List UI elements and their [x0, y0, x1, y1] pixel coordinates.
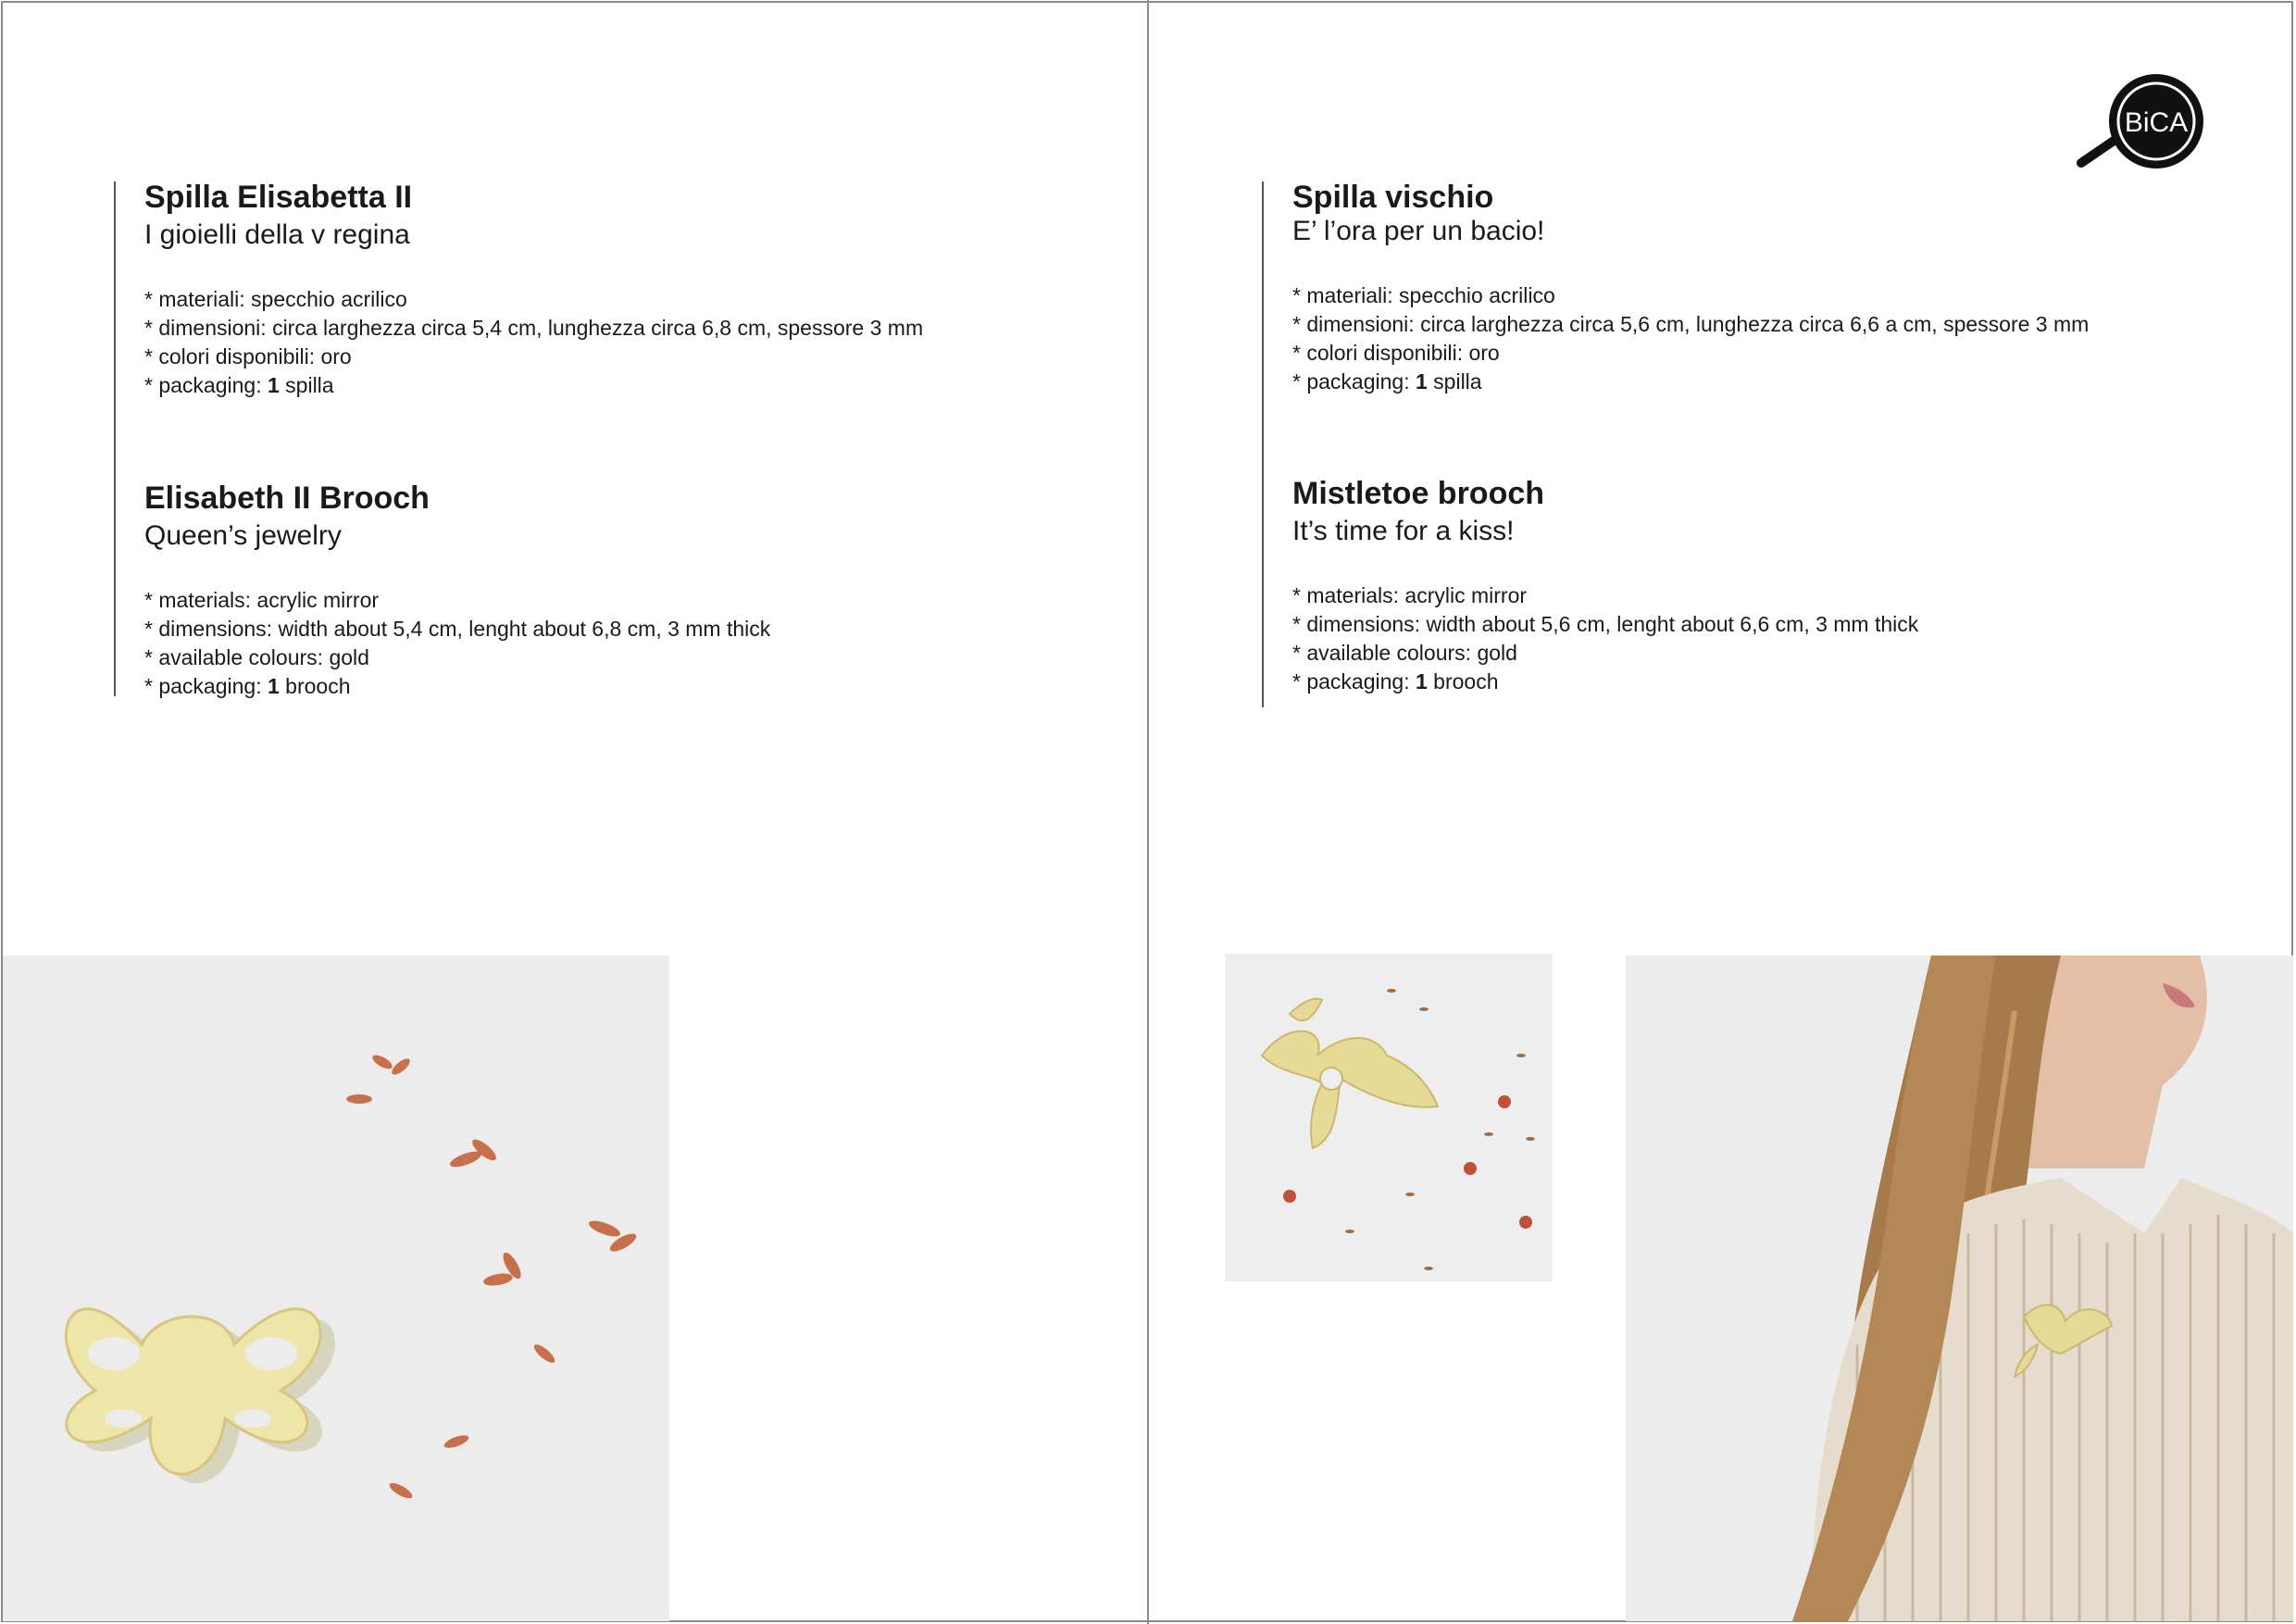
page-spine [1147, 0, 1149, 1624]
spec-label: * packaging: [144, 674, 268, 698]
right-vertical-rule [1262, 181, 1264, 707]
spec-list [1292, 281, 2089, 396]
left-it-block [144, 178, 923, 400]
spec-line: * available colours: gold [1292, 641, 1517, 665]
spec-quantity: 1 [1415, 669, 1428, 693]
spec-label: * packaging: [1292, 369, 1416, 394]
spec-line: * colori disponibili: oro [1292, 341, 1500, 365]
spec-unit: brooch [279, 674, 351, 698]
spec-line: * dimensioni: circa larghezza circa 5,4 cm, lunghezza circa 6,8 cm, spessore 3 mm [144, 316, 924, 340]
spec-quantity: 1 [267, 373, 280, 397]
right-en-block [1292, 474, 1918, 696]
spec-line: * dimensions: width about 5,4 cm, lenght about 6,8 cm, 3 mm thick [144, 617, 771, 641]
product-title: Spilla vischio [1292, 180, 1494, 215]
spec-line: * colori disponibili: oro [144, 344, 352, 369]
bow-brooch-photo [3, 956, 669, 1621]
product-title: Elisabeth II Brooch [144, 481, 430, 516]
spec-line [144, 371, 923, 400]
spec-label: * packaging: [144, 373, 268, 397]
product-subtitle: It’s time for a kiss! [1292, 516, 1515, 546]
spec-unit: spilla [1427, 369, 1482, 394]
spec-line: * dimensions: width about 5,6 cm, lenght about 6,6 cm, 3 mm thick [1292, 612, 1919, 636]
spec-unit: brooch [1427, 669, 1499, 693]
product-subtitle: Queen’s jewelry [144, 520, 342, 551]
logo-text: BiCA [2124, 107, 2189, 138]
spec-list [144, 285, 923, 400]
spec-line [1292, 368, 2089, 396]
spec-line [1292, 668, 1918, 696]
spec-label: * packaging: [1292, 669, 1416, 693]
spec-line: * materials: acrylic mirror [144, 588, 380, 612]
product-subtitle: E’ l’ora per un bacio! [1292, 216, 1545, 246]
bica-logo [2074, 72, 2213, 172]
product-title: Spilla Elisabetta II [144, 180, 413, 215]
spec-quantity: 1 [267, 674, 280, 698]
spec-line: * materiali: specchio acrilico [1292, 283, 1555, 307]
product-title: Mistletoe brooch [1292, 476, 1545, 511]
right-it-block [1292, 178, 2089, 396]
spec-unit: spilla [279, 373, 334, 397]
spec-line: * available colours: gold [144, 645, 369, 669]
spec-list [144, 586, 770, 701]
left-vertical-rule [114, 181, 116, 696]
spec-line: * materiali: specchio acrilico [144, 287, 407, 311]
left-en-block [144, 479, 770, 701]
product-subtitle: I gioielli della v regina [144, 219, 410, 250]
mistletoe-brooch-photo [1225, 954, 1553, 1281]
model-wearing-brooch-photo [1626, 956, 2293, 1621]
spec-line [144, 672, 770, 701]
spec-list [1292, 581, 1918, 696]
spec-line: * dimensioni: circa larghezza circa 5,6 cm, lunghezza circa 6,6 a cm, spessore 3 mm [1292, 312, 2090, 336]
spec-quantity: 1 [1415, 369, 1428, 394]
spec-line: * materials: acrylic mirror [1292, 583, 1528, 607]
